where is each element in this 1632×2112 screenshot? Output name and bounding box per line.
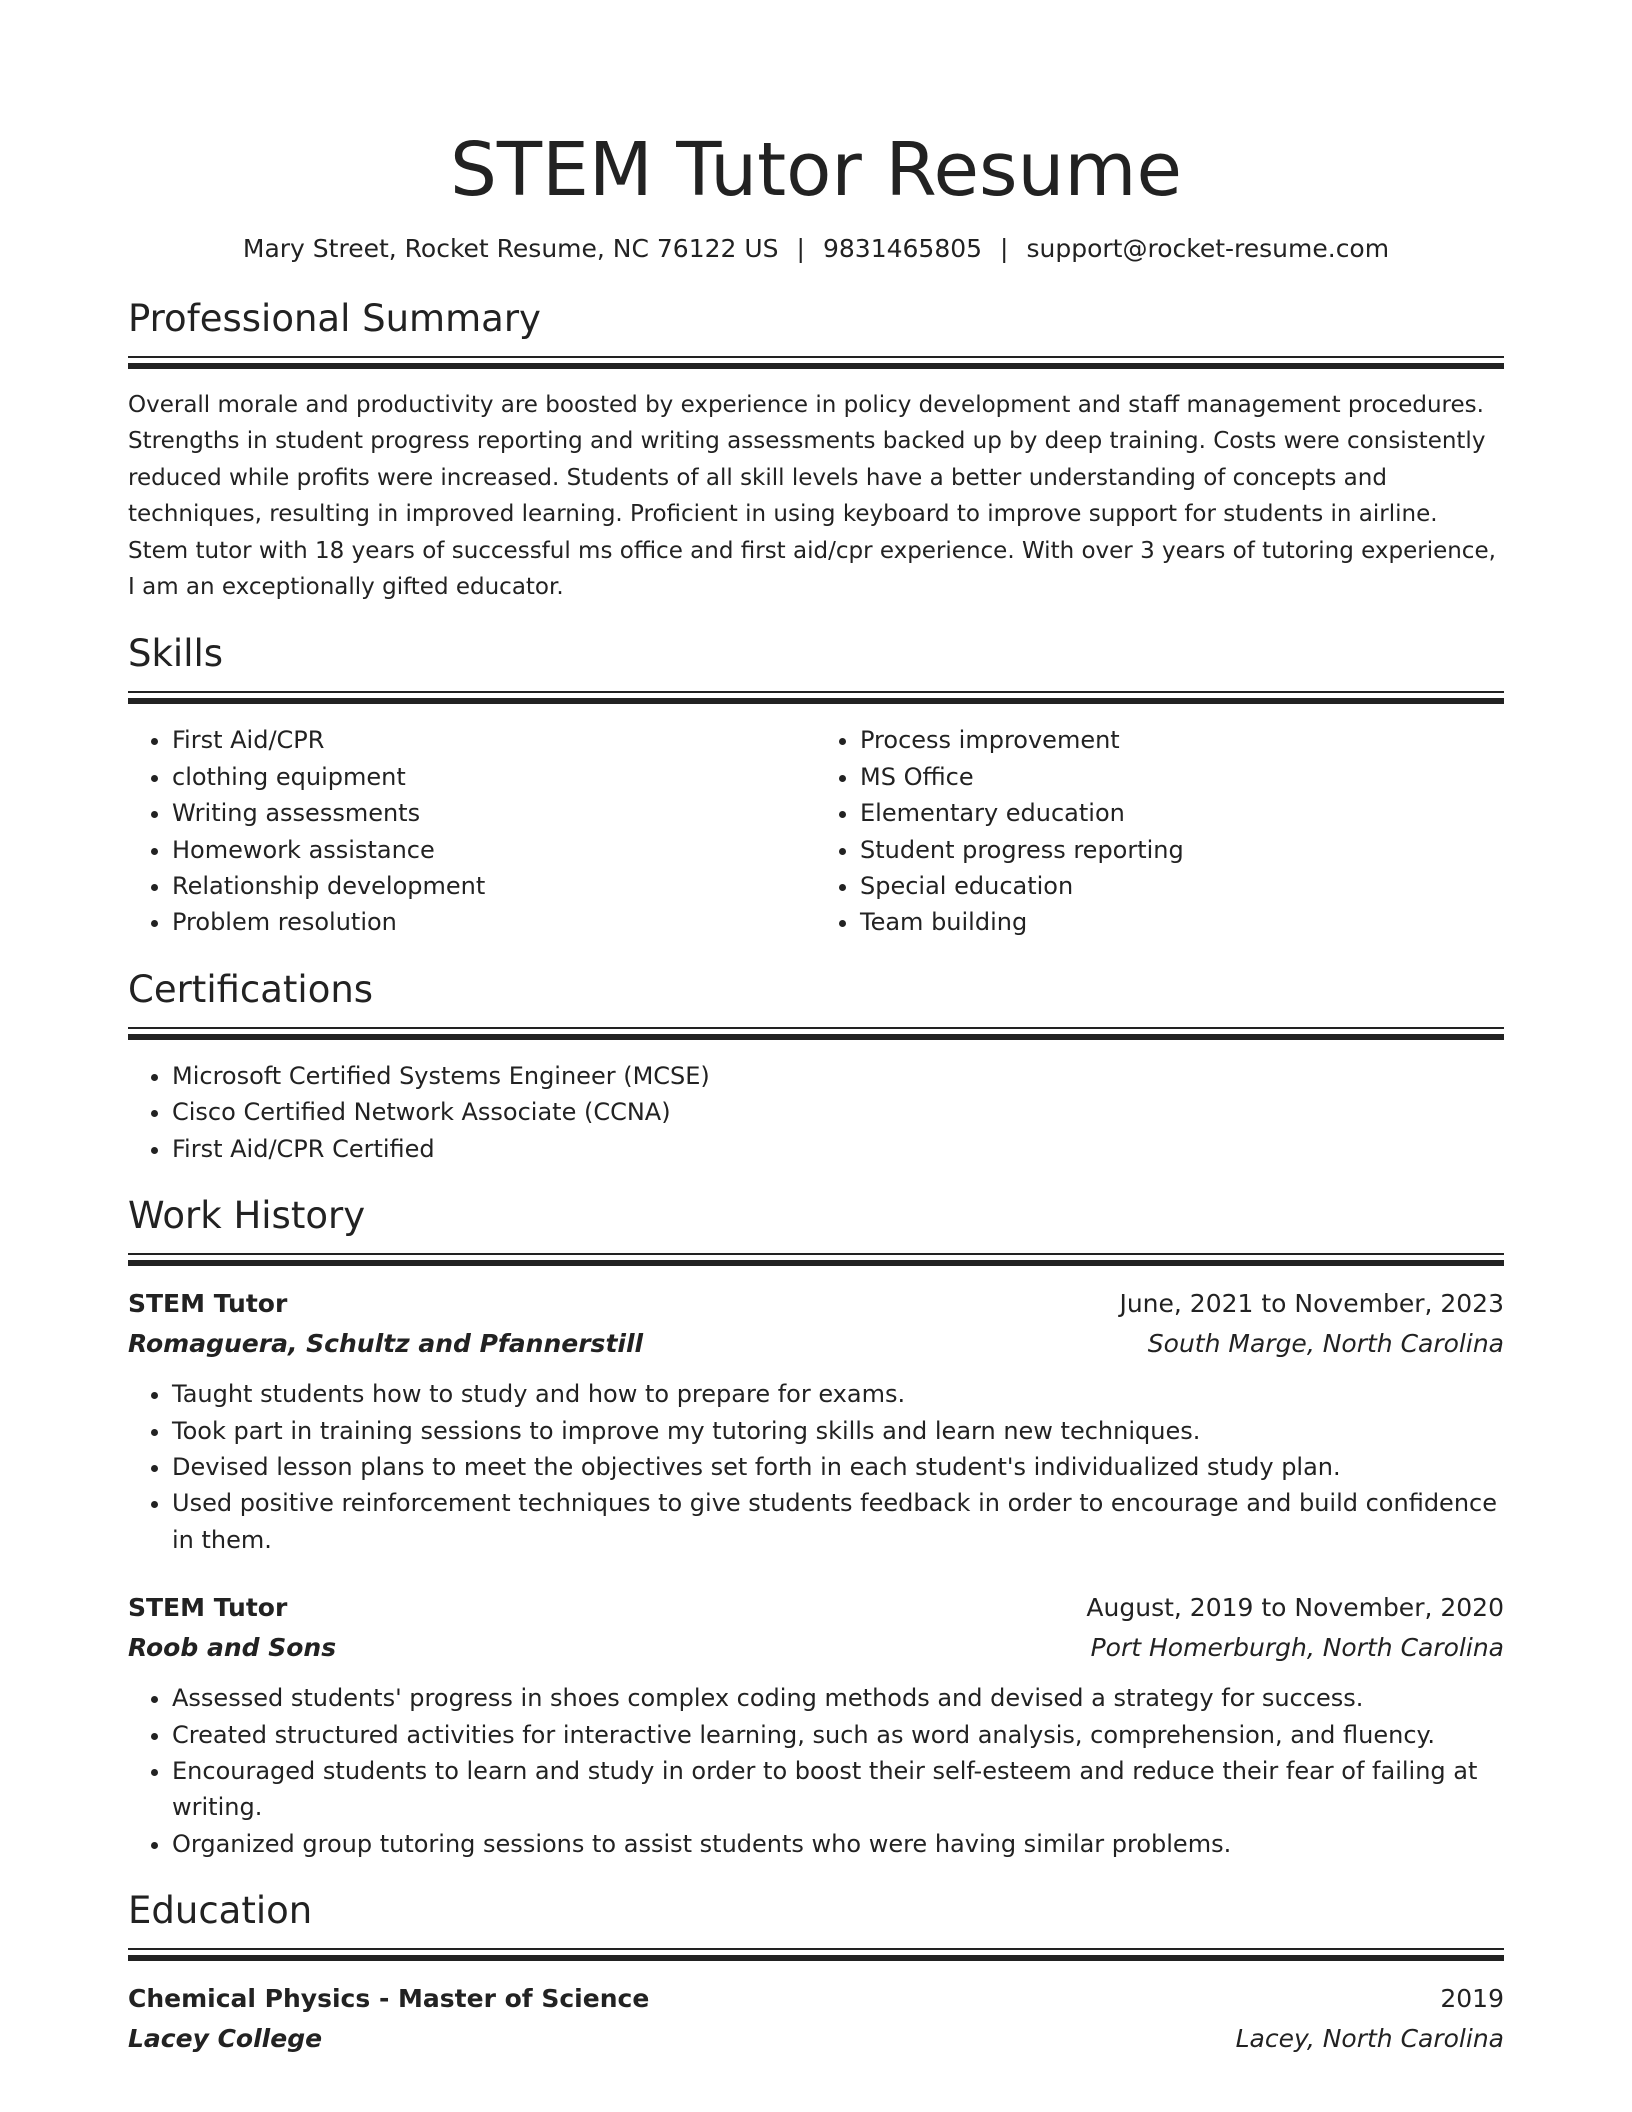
job-title: STEM Tutor (128, 1289, 288, 1319)
section-divider (128, 1253, 1504, 1255)
section-divider-thick (128, 1034, 1504, 1040)
contact-address: Mary Street, Rocket Resume, NC 76122 US (242, 234, 779, 263)
section-heading-certifications: Certifications (128, 967, 374, 1011)
section-divider (128, 1027, 1504, 1029)
section-heading-work-history: Work History (128, 1194, 366, 1238)
work-history-section (128, 1193, 1504, 1862)
education-school-row (128, 2019, 1504, 2059)
education-entry (128, 1979, 1504, 2059)
education-degree: Chemical Physics - Master of Science (128, 1984, 650, 2014)
skill-item: • Problem resolution (172, 904, 816, 940)
contact-separator: | (1000, 234, 1009, 263)
job-duty: • Assessed students' progress in shoes complex coding methods and devised a strategy for success. (172, 1680, 1504, 1716)
job-duty: • Encouraged students to learn and study in order to boost their self-esteem and reduce their fear of failing at writing. (172, 1753, 1504, 1826)
job-title-row (128, 1284, 1504, 1324)
summary-text: Overall morale and productivity are boosted by experience in policy development and staff management procedures. Strengths in student progress reporting and writing assessments backed up by deep training. Costs were consistently reduced while profits were increased. Students of all skill levels have a better understanding of concepts and techniques, resulting in improved learning. Proficient in using keyboard to improve support for students in airline. Stem tutor with 18 years of successful ms office and first aid/cpr experience. With over 3 years of tutoring experience, I am an exceptionally gifted educator. (128, 392, 1496, 601)
section-heading-education: Education (128, 1889, 313, 1933)
job-duties-list (128, 1680, 1504, 1862)
education-degree-row (128, 1979, 1504, 2019)
job-duty: • Took part in training sessions to improve my tutoring skills and learn new techniques. (172, 1413, 1504, 1449)
job-duty: • Devised lesson plans to meet the objectives set forth in each student's individualized study plan. (172, 1449, 1504, 1485)
section-divider-thick (128, 1260, 1504, 1266)
skills-list-left (128, 722, 816, 940)
resume-title: STEM Tutor Resume (449, 127, 1183, 213)
education-school: Lacey College (128, 2024, 323, 2054)
job-entry (128, 1588, 1504, 1862)
skill-item: • clothing equipment (172, 759, 816, 795)
job-company: Romaguera, Schultz and Pfannerstill (128, 1329, 644, 1359)
job-duty: • Taught students how to study and how to prepare for exams. (172, 1376, 1504, 1412)
skill-item: • Writing assessments (172, 795, 816, 831)
summary-section (128, 296, 1504, 605)
resume-page (128, 0, 1504, 2059)
job-duty: • Created structured activities for interactive learning, such as word analysis, comprehension, and fluency. (172, 1717, 1504, 1753)
job-title-row (128, 1588, 1504, 1628)
certification-item: • Cisco Certified Network Associate (CCNA) (172, 1094, 1504, 1130)
job-duty: • Organized group tutoring sessions to assist students who were having similar problems. (172, 1826, 1504, 1862)
job-entry (128, 1284, 1504, 1558)
contact-email: support@rocket-resume.com (1026, 234, 1390, 263)
section-heading-skills: Skills (128, 632, 224, 676)
certifications-section (128, 967, 1504, 1167)
job-location: South Marge, North Carolina (1147, 1329, 1504, 1359)
section-divider (128, 1948, 1504, 1950)
contact-separator: | (796, 234, 805, 263)
education-location: Lacey, North Carolina (1235, 2024, 1504, 2054)
certifications-list (128, 1058, 1504, 1167)
skill-item: • Elementary education (860, 795, 1504, 831)
job-dates: June, 2021 to November, 2023 (1119, 1289, 1504, 1319)
skill-item: • MS Office (860, 759, 1504, 795)
job-title: STEM Tutor (128, 1593, 288, 1623)
education-year: 2019 (1440, 1984, 1504, 2014)
skill-item: • First Aid/CPR (172, 722, 816, 758)
section-heading-summary: Professional Summary (128, 297, 541, 340)
skill-item: • Homework assistance (172, 832, 816, 868)
skill-item: • Relationship development (172, 868, 816, 904)
skill-item: • Process improvement (860, 722, 1504, 758)
skills-columns (128, 704, 1504, 940)
job-duties-list (128, 1376, 1504, 1558)
skill-item: • Special education (860, 868, 1504, 904)
contact-line (128, 232, 1504, 266)
job-duty: • Used positive reinforcement techniques to give students feedback in order to encourage and build confidence in them. (172, 1485, 1504, 1558)
section-divider (128, 356, 1504, 358)
certification-item: • First Aid/CPR Certified (172, 1131, 1504, 1167)
section-divider-thick (128, 1955, 1504, 1961)
job-company-row (128, 1324, 1504, 1364)
job-company: Roob and Sons (128, 1633, 337, 1663)
certification-item: • Microsoft Certified Systems Engineer (MCSE) (172, 1058, 1504, 1094)
job-company-row (128, 1628, 1504, 1668)
section-divider-thick (128, 363, 1504, 369)
contact-phone: 9831465805 (822, 234, 983, 263)
skills-section (128, 631, 1504, 940)
section-divider (128, 691, 1504, 693)
skill-item: • Team building (860, 904, 1504, 940)
job-dates: August, 2019 to November, 2020 (1086, 1593, 1504, 1623)
skill-item: • Student progress reporting (860, 832, 1504, 868)
skills-list-right (816, 722, 1504, 940)
education-section (128, 1888, 1504, 2059)
job-location: Port Homerburgh, North Carolina (1090, 1633, 1504, 1663)
